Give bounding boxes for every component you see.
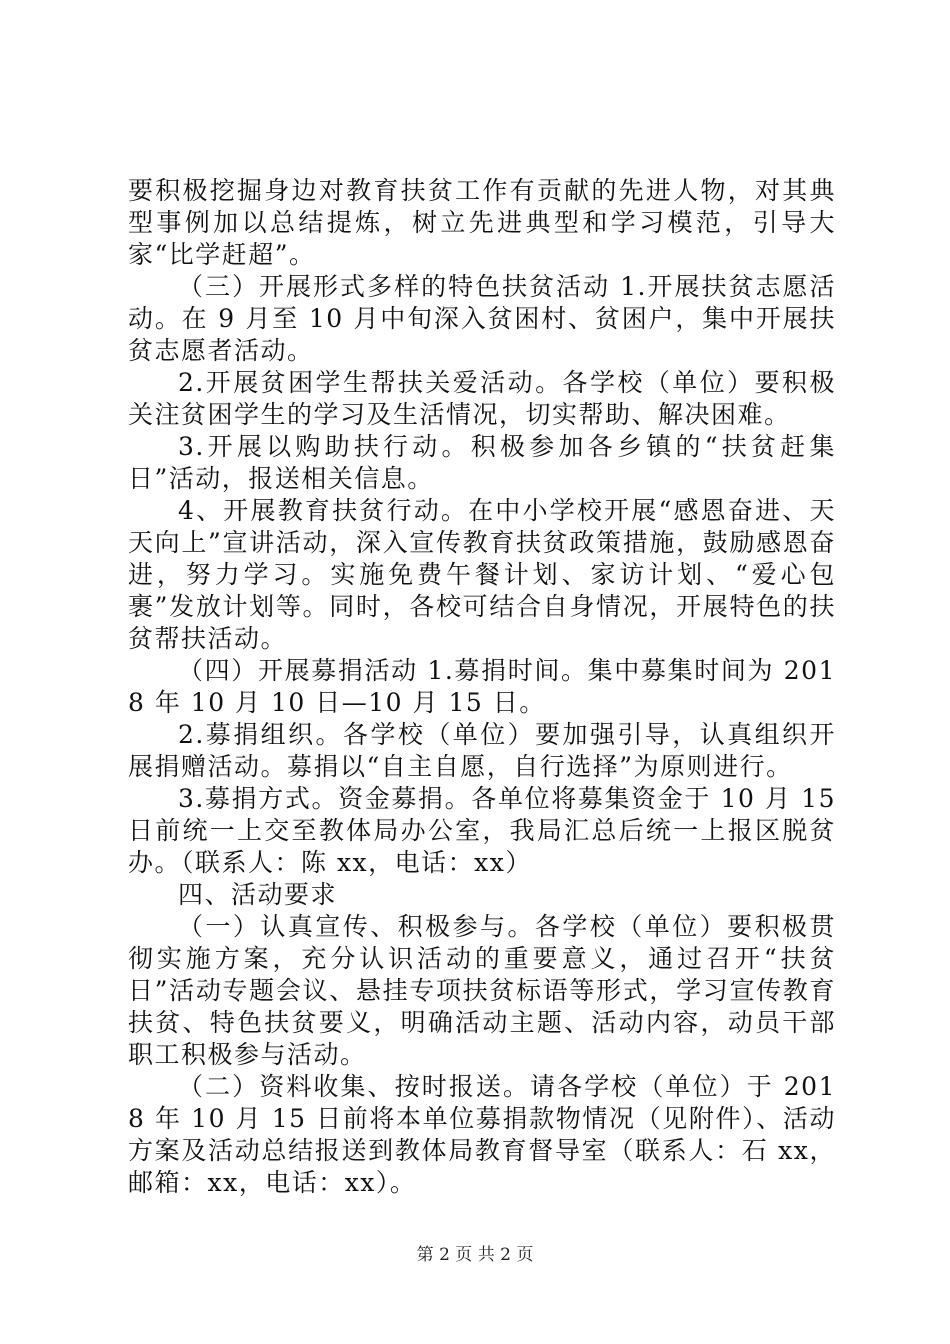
paragraph-item-2: 2.开展贫困学生帮扶关爱活动。各学校（单位）要积极关注贫困学生的学习及生活情况，切实帮助、解决困难。 (128, 368, 836, 429)
page-footer: 第 2 页 共 2 页 (416, 1245, 534, 1265)
paragraph-donation-method: 3.募捐方式。资金募捐。各单位将募集资金于 10 月 15 日前统一上交至教体局办公室，我局汇总后统一上报区脱贫办。（联系人：陈 xx，电话：xx） (128, 784, 836, 877)
paragraph-item-3: 3.开展以购助扶行动。积极参加各乡镇的“扶贫赶集日”活动，报送相关信息。 (128, 432, 836, 493)
paragraph-donation-organization: 2.募捐组织。各学校（单位）要加强引导，认真组织开展捐赠活动。募捐以“自主自愿，自行选择”为原则进行。 (128, 720, 836, 781)
paragraph-requirement-2: （二）资料收集、按时报送。请各学校（单位）于 2018 年 10 月 15 日前将本单位募捐款物情况（见附件）、活动方案及活动总结报送到教体局教育督导室（联系人：石 xx，邮箱：xx，电话：xx）。 (128, 1072, 836, 1197)
paragraph-section-3: （三）开展形式多样的特色扶贫活动 1.开展扶贫志愿活动。在 9 月至 10 月中旬深入贫困村、贫困户，集中开展扶贫志愿者活动。 (128, 272, 836, 365)
paragraph-section-4: （四）开展募捐活动 1.募捐时间。集中募集时间为 2018 年 10 月 10 日—10 月 15 日。 (128, 656, 836, 717)
paragraph-continuation: 要积极挖掘身边对教育扶贫工作有贡献的先进人物，对其典型事例加以总结提炼，树立先进典型和学习模范，引导大家“比学赶超”。 (128, 176, 836, 269)
document-body (128, 175, 836, 1199)
paragraph-item-4: 4、开展教育扶贫行动。在中小学校开展“感恩奋进、天天向上”宣讲活动，深入宣传教育扶贫政策措施，鼓励感恩奋进，努力学习。实施免费午餐计划、家访计划、“爱心包裹”发放计划等。同时，各校可结合自身情况，开展特色的扶贫帮扶活动。 (128, 496, 836, 653)
section-heading-requirements: 四、活动要求 (178, 880, 338, 909)
paragraph-requirement-1: （一）认真宣传、积极参与。各学校（单位）要积极贯彻实施方案，充分认识活动的重要意义，通过召开“扶贫日”活动专题会议、悬挂专项扶贫标语等形式，学习宣传教育扶贫、特色扶贫要义，明确活动主题、活动内容，动员干部职工积极参与活动。 (128, 912, 836, 1069)
